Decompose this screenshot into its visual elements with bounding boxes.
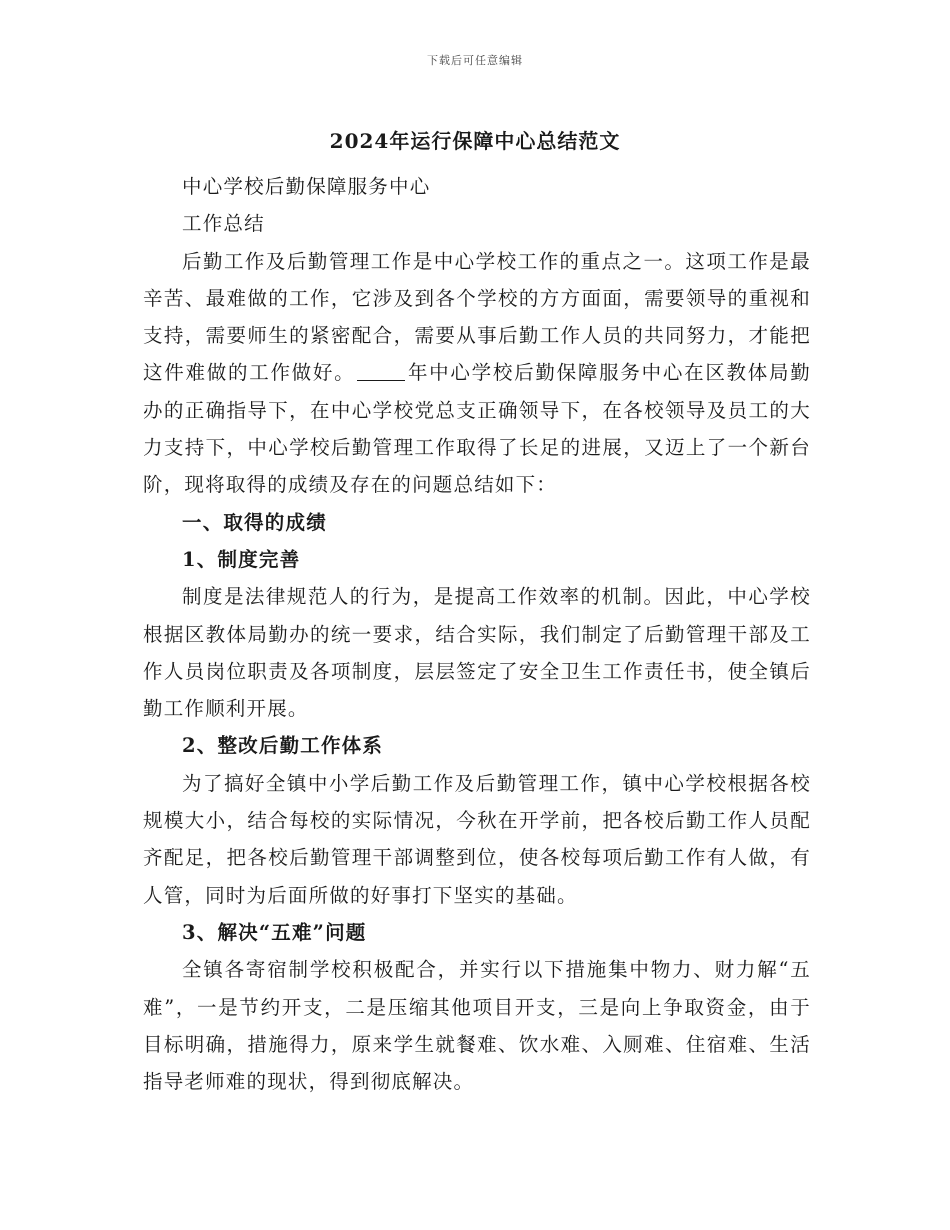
subheading-five-difficulties: 3、解决“五难”问题: [182, 920, 367, 944]
org-line: 中心学校后勤保障服务中心: [182, 175, 431, 198]
document-title: 2024年运行保障中心总结范文: [329, 129, 621, 153]
document-body: [143, 168, 811, 1100]
subheading-system: 1、制度完善: [182, 547, 301, 571]
intro-text-b: 年中心学校后勤保障服务中心在区教体局勤办的正确指导下，在中心学校党总支正确领导下，在各校领导及员工的大力支持下，中心学校后勤管理工作取得了长足的进展，又迈上了一个新台阶，现将取得的成绩及存在的问题总结如下：: [143, 361, 811, 497]
page-header-note: 下载后可任意编辑: [427, 54, 523, 67]
doc-type-line: 工作总结: [182, 212, 265, 236]
intro-paragraph: [143, 243, 811, 504]
intro-text-a: 后勤工作及后勤管理工作是中心学校工作的重点之一。这项工作是最辛苦、最难做的工作，它涉及到各个学校的方方面面，需要领导的重视和支持，需要师生的紧密配合，需要从事后勤工作人员的共同努力，才能把这件难做的工作做好。: [143, 249, 811, 385]
year-blank: [357, 362, 405, 381]
paragraph-reform: 为了搞好全镇中小学后勤工作及后勤管理工作，镇中心学校根据各校规模大小，结合每校的实际情况，今秋在开学前，把各校后勤工作人员配齐配足，把各校后勤管理干部调整到位，使各校每项后勤工作有人做，有人管，同时为后面所做的好事打下坚实的基础。: [143, 771, 811, 907]
subheading-reform: 2、整改后勤工作体系: [182, 734, 384, 758]
paragraph-system: 制度是法律规范人的行为，是提高工作效率的机制。因此，中心学校根据区教体局勤办的统一要求，结合实际，我们制定了后勤管理干部及工作人员岗位职责及各项制度，层层签定了安全卫生工作责任书，使全镇后勤工作顺利开展。: [143, 585, 811, 721]
section-heading-achievements: 一、取得的成绩: [182, 510, 327, 534]
paragraph-five-difficulties: 全镇各寄宿制学校积极配合，并实行以下措施集中物力、财力解“五难”，一是节约开支，二是压缩其他项目开支，三是向上争取资金，由于目标明确，措施得力，原来学生就餐难、饮水难、入厕难、住宿难、生活指导老师难的现状，得到彻底解决。: [143, 958, 811, 1094]
